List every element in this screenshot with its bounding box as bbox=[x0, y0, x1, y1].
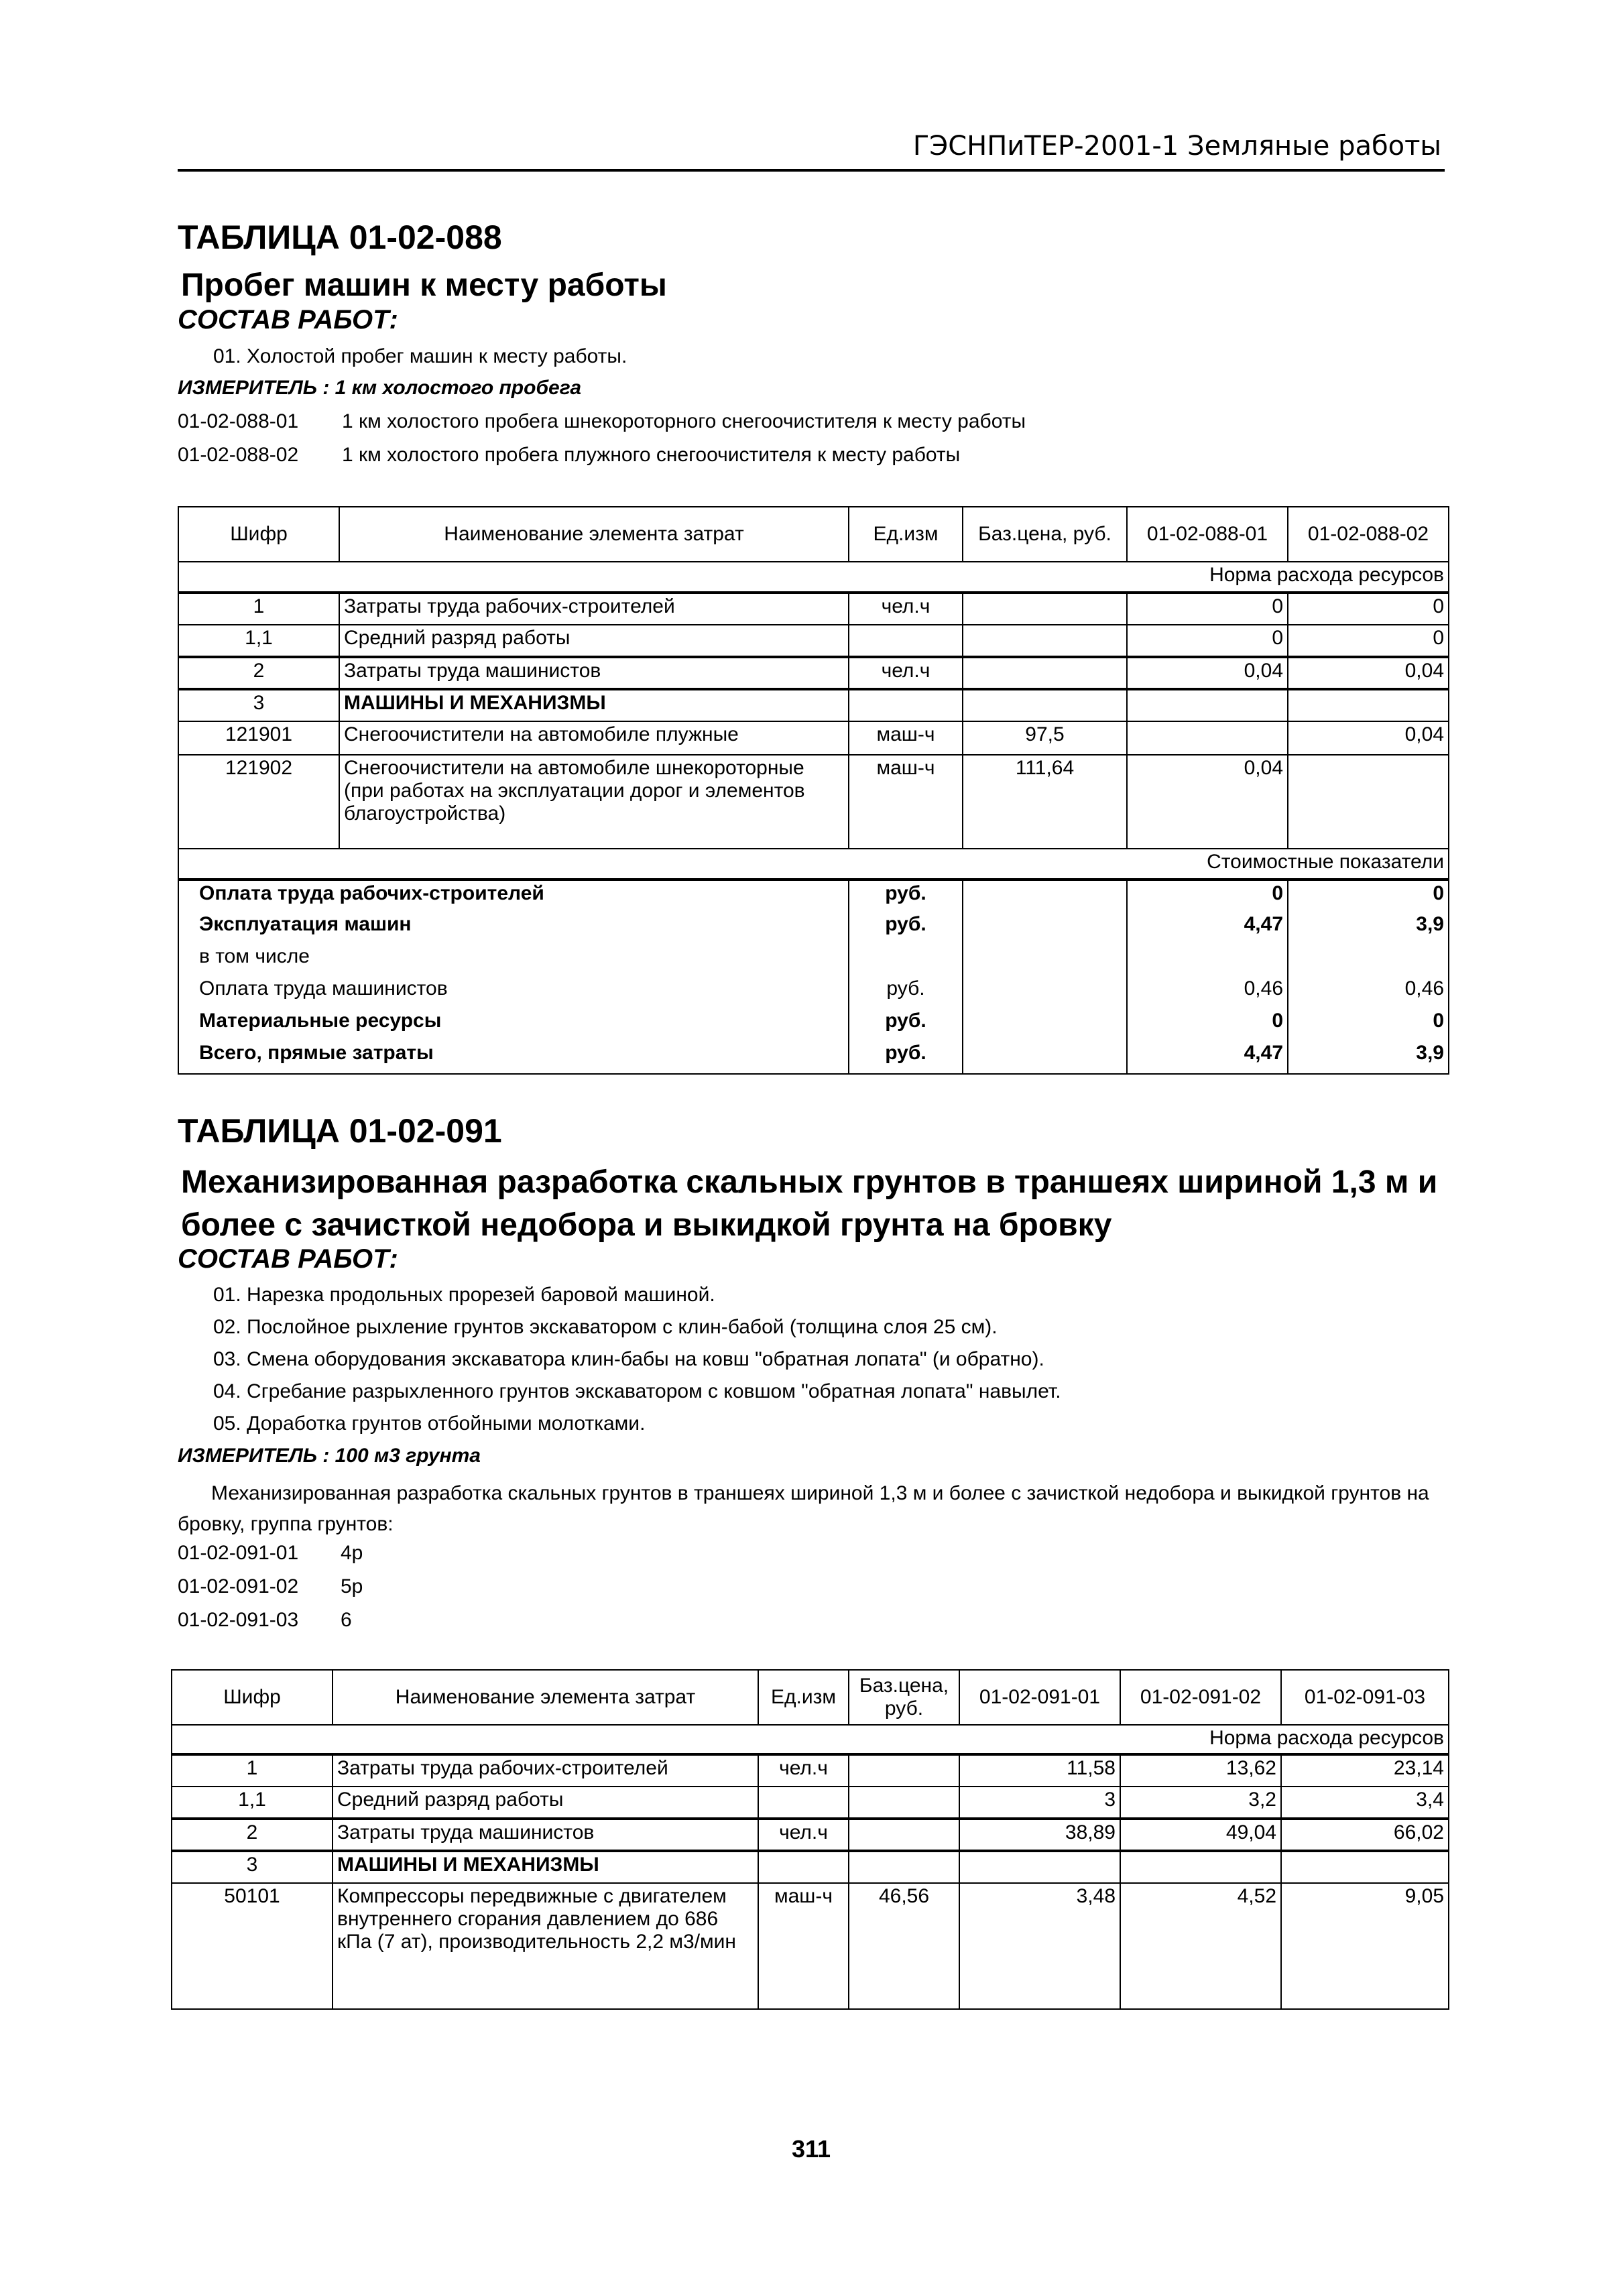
table-2-work-5: 05. Доработка грунтов отбойными молотками. bbox=[213, 1412, 646, 1435]
row-unit: чел.ч bbox=[849, 657, 963, 689]
row-price bbox=[963, 657, 1127, 689]
row-value-1: 0 bbox=[1127, 593, 1288, 625]
table-header-row bbox=[178, 507, 1449, 562]
cost-value-2: 3,9 bbox=[1288, 1040, 1449, 1074]
table-2-title: ТАБЛИЦА 01-02-091 bbox=[178, 1112, 502, 1150]
cost-unit: руб. bbox=[849, 1040, 963, 1074]
cost-unit: руб. bbox=[849, 880, 963, 912]
row-value-2: 0 bbox=[1288, 625, 1449, 657]
row-price: 46,56 bbox=[849, 1883, 959, 2009]
cost-value-1: 0 bbox=[1127, 880, 1288, 912]
row-value-1: 3,48 bbox=[959, 1883, 1120, 2009]
table-row bbox=[172, 1787, 1449, 1819]
col-header-variant-2: 01-02-091-02 bbox=[1120, 1670, 1281, 1725]
row-name: Затраты труда рабочих-строителей bbox=[333, 1754, 758, 1787]
row-unit bbox=[849, 625, 963, 657]
col-header-variant-1: 01-02-088-01 bbox=[1127, 507, 1288, 562]
row-value-1: 38,89 bbox=[959, 1819, 1120, 1851]
cost-row bbox=[178, 1008, 1449, 1040]
cost-section-row bbox=[178, 849, 1449, 880]
row-value-2: 49,04 bbox=[1120, 1819, 1281, 1851]
running-header: ГЭСНПиТЕР-2001-1 Земляные работы bbox=[912, 131, 1441, 162]
row-unit: чел.ч bbox=[758, 1819, 849, 1851]
col-header-name: Наименование элемента затрат bbox=[339, 507, 849, 562]
row-name: Средний разряд работы bbox=[333, 1787, 758, 1819]
table-header-row bbox=[172, 1670, 1449, 1725]
row-code: 3 bbox=[172, 1851, 333, 1883]
table-2-code-1-desc: 4р bbox=[341, 1542, 363, 1564]
cost-label: Оплата труда рабочих-строителей bbox=[178, 880, 849, 912]
cost-value-2 bbox=[1288, 944, 1449, 976]
row-value-3: 9,05 bbox=[1281, 1883, 1449, 2009]
cost-row bbox=[178, 976, 1449, 1008]
row-value-2 bbox=[1120, 1851, 1281, 1883]
cost-label: Оплата труда машинистов bbox=[178, 976, 849, 1008]
col-header-variant-2: 01-02-088-02 bbox=[1288, 507, 1449, 562]
cost-value-2: 0 bbox=[1288, 880, 1449, 912]
row-name: МАШИНЫ И МЕХАНИЗМЫ bbox=[339, 689, 849, 721]
row-unit: маш-ч bbox=[849, 755, 963, 849]
row-price: 111,64 bbox=[963, 755, 1127, 849]
row-code: 2 bbox=[178, 657, 339, 689]
row-name: Компрессоры передвижные с двигателем внутреннего сгорания давлением до 686 кПа (7 ат), производительность 2,2 м3/мин bbox=[333, 1883, 758, 2009]
cost-unit: руб. bbox=[849, 912, 963, 944]
cost-price bbox=[963, 880, 1127, 912]
table-row bbox=[172, 1819, 1449, 1851]
row-value-1 bbox=[1127, 689, 1288, 721]
resource-table-2 bbox=[171, 1669, 1449, 2010]
table-2-work-3: 03. Смена оборудования экскаватора клин-бабы на ковш "обратная лопата" (и обратно). bbox=[213, 1348, 1044, 1370]
cost-row bbox=[178, 880, 1449, 912]
row-value-2 bbox=[1288, 755, 1449, 849]
row-price bbox=[849, 1851, 959, 1883]
table-2-description: Механизированная разработка скальных грунтов в траншеях шириной 1,3 м и более с зачисткой недобора и выкидкой грунтов на бровку, группа грунтов: bbox=[178, 1482, 1429, 1535]
cost-value-1: 4,47 bbox=[1127, 912, 1288, 944]
row-price bbox=[963, 689, 1127, 721]
table-1-title: ТАБЛИЦА 01-02-088 bbox=[178, 219, 502, 256]
cost-price bbox=[963, 1008, 1127, 1040]
row-code: 121902 bbox=[178, 755, 339, 849]
cost-row bbox=[178, 912, 1449, 944]
table-2-code-1: 01-02-091-01 bbox=[178, 1542, 299, 1564]
row-unit bbox=[758, 1851, 849, 1883]
table-2-work-2: 02. Послойное рыхление грунтов экскаватором с клин-бабой (толщина слоя 25 см). bbox=[213, 1316, 998, 1338]
table-row bbox=[172, 1851, 1449, 1883]
row-value-2: 0 bbox=[1288, 593, 1449, 625]
row-value-2: 0,04 bbox=[1288, 721, 1449, 755]
cost-row bbox=[178, 944, 1449, 976]
row-value-1: 0 bbox=[1127, 625, 1288, 657]
row-price: 97,5 bbox=[963, 721, 1127, 755]
row-value-2: 4,52 bbox=[1120, 1883, 1281, 2009]
row-price bbox=[849, 1787, 959, 1819]
row-unit: чел.ч bbox=[758, 1754, 849, 1787]
table-2-sostav-label: СОСТАВ РАБОТ: bbox=[178, 1244, 398, 1274]
row-value-3: 66,02 bbox=[1281, 1819, 1449, 1851]
row-unit: маш-ч bbox=[849, 721, 963, 755]
table-1-sostav-label: СОСТАВ РАБОТ: bbox=[178, 305, 398, 335]
row-value-1: 0,04 bbox=[1127, 657, 1288, 689]
cost-price bbox=[963, 944, 1127, 976]
table-2-work-1: 01. Нарезка продольных прорезей баровой машиной. bbox=[213, 1284, 715, 1306]
cost-price bbox=[963, 912, 1127, 944]
row-value-2: 0,04 bbox=[1288, 657, 1449, 689]
row-value-3 bbox=[1281, 1851, 1449, 1883]
table-row bbox=[172, 1754, 1449, 1787]
col-header-unit: Ед.изм bbox=[849, 507, 963, 562]
row-code: 121901 bbox=[178, 721, 339, 755]
table-row bbox=[178, 657, 1449, 689]
resource-table-1 bbox=[178, 506, 1449, 1075]
col-header-unit: Ед.изм bbox=[758, 1670, 849, 1725]
cost-price bbox=[963, 1040, 1127, 1074]
table-2-code-2: 01-02-091-02 bbox=[178, 1575, 299, 1597]
col-header-variant-3: 01-02-091-03 bbox=[1281, 1670, 1449, 1725]
row-code: 1 bbox=[172, 1754, 333, 1787]
row-value-2: 13,62 bbox=[1120, 1754, 1281, 1787]
row-code: 1,1 bbox=[178, 625, 339, 657]
cost-value-2: 3,9 bbox=[1288, 912, 1449, 944]
cost-label: Материальные ресурсы bbox=[178, 1008, 849, 1040]
norm-section-label: Норма расхода ресурсов bbox=[178, 562, 1449, 593]
table-2-subtitle: Механизированная разработка скальных грунтов в траншеях шириной 1,3 м и более с зачисткой недобора и выкидкой грунта на бровку bbox=[181, 1164, 1438, 1243]
table-row bbox=[178, 755, 1449, 849]
table-1-code-1-desc: 1 км холостого пробега шнекороторного снегоочистителя к месту работы bbox=[342, 410, 1026, 432]
cost-value-1: 0,46 bbox=[1127, 976, 1288, 1008]
table-1-meter: ИЗМЕРИТЕЛЬ : 1 км холостого пробега bbox=[178, 377, 582, 399]
cost-price bbox=[963, 976, 1127, 1008]
row-name: Затраты труда рабочих-строителей bbox=[339, 593, 849, 625]
page-number: 311 bbox=[791, 2135, 831, 2163]
table-1-code-2-desc: 1 км холостого пробега плужного снегоочистителя к месту работы bbox=[342, 444, 961, 466]
row-code: 1,1 bbox=[172, 1787, 333, 1819]
row-name: Затраты труда машинистов bbox=[339, 657, 849, 689]
table-1-subtitle: Пробег машин к месту работы bbox=[181, 267, 667, 303]
table-2-code-3-desc: 6 bbox=[341, 1609, 352, 1631]
row-price bbox=[963, 625, 1127, 657]
table-1-code-2: 01-02-088-02 bbox=[178, 444, 299, 466]
row-name: МАШИНЫ И МЕХАНИЗМЫ bbox=[333, 1851, 758, 1883]
cost-value-1 bbox=[1127, 944, 1288, 976]
row-value-1: 11,58 bbox=[959, 1754, 1120, 1787]
header-rule bbox=[178, 169, 1445, 172]
row-name: Снегоочистители на автомобиле шнекороторные (при работах на эксплуатации дорог и элементов благоустройства) bbox=[339, 755, 849, 849]
row-price bbox=[963, 593, 1127, 625]
table-1-work-1: 01. Холостой пробег машин к месту работы. bbox=[213, 345, 627, 367]
cost-value-2: 0,46 bbox=[1288, 976, 1449, 1008]
col-header-price: Баз.цена, руб. bbox=[849, 1670, 959, 1725]
table-2-work-4: 04. Сгребание разрыхленного грунтов экскаватором с ковшом "обратная лопата" навылет. bbox=[213, 1380, 1061, 1402]
cost-row bbox=[178, 1040, 1449, 1074]
row-value-1 bbox=[1127, 721, 1288, 755]
row-unit: чел.ч bbox=[849, 593, 963, 625]
row-code: 2 bbox=[172, 1819, 333, 1851]
row-code: 1 bbox=[178, 593, 339, 625]
table-2-code-2-desc: 5р bbox=[341, 1575, 363, 1597]
row-price bbox=[849, 1754, 959, 1787]
cost-section-label: Стоимостные показатели bbox=[178, 849, 1449, 880]
row-unit: маш-ч bbox=[758, 1883, 849, 2009]
row-code: 50101 bbox=[172, 1883, 333, 2009]
cost-value-2: 0 bbox=[1288, 1008, 1449, 1040]
cost-value-1: 4,47 bbox=[1127, 1040, 1288, 1074]
col-header-variant-1: 01-02-091-01 bbox=[959, 1670, 1120, 1725]
row-name: Затраты труда машинистов bbox=[333, 1819, 758, 1851]
row-unit bbox=[758, 1787, 849, 1819]
table-row bbox=[178, 625, 1449, 657]
table-row bbox=[178, 593, 1449, 625]
row-value-1: 3 bbox=[959, 1787, 1120, 1819]
cost-value-1: 0 bbox=[1127, 1008, 1288, 1040]
row-value-3: 3,4 bbox=[1281, 1787, 1449, 1819]
row-value-3: 23,14 bbox=[1281, 1754, 1449, 1787]
table-2-code-3: 01-02-091-03 bbox=[178, 1609, 299, 1631]
row-value-2 bbox=[1288, 689, 1449, 721]
cost-unit bbox=[849, 944, 963, 976]
row-name: Снегоочистители на автомобиле плужные bbox=[339, 721, 849, 755]
table-row bbox=[172, 1883, 1449, 2009]
row-value-1: 0,04 bbox=[1127, 755, 1288, 849]
cost-label: Всего, прямые затраты bbox=[178, 1040, 849, 1074]
table-1-code-1: 01-02-088-01 bbox=[178, 410, 299, 432]
row-price bbox=[849, 1819, 959, 1851]
row-unit bbox=[849, 689, 963, 721]
col-header-price: Баз.цена, руб. bbox=[963, 507, 1127, 562]
norm-section-row bbox=[178, 562, 1449, 593]
col-header-code: Шифр bbox=[178, 507, 339, 562]
row-value-2: 3,2 bbox=[1120, 1787, 1281, 1819]
row-value-1 bbox=[959, 1851, 1120, 1883]
cost-label: в том числе bbox=[178, 944, 849, 976]
cost-label: Эксплуатация машин bbox=[178, 912, 849, 944]
norm-section-label: Норма расхода ресурсов bbox=[172, 1725, 1449, 1754]
row-code: 3 bbox=[178, 689, 339, 721]
cost-unit: руб. bbox=[849, 976, 963, 1008]
col-header-name: Наименование элемента затрат bbox=[333, 1670, 758, 1725]
cost-unit: руб. bbox=[849, 1008, 963, 1040]
table-2-meter: ИЗМЕРИТЕЛЬ : 100 м3 грунта bbox=[178, 1445, 481, 1467]
row-name: Средний разряд работы bbox=[339, 625, 849, 657]
table-row bbox=[178, 721, 1449, 755]
col-header-code: Шифр bbox=[172, 1670, 333, 1725]
table-row bbox=[178, 689, 1449, 721]
norm-section-row bbox=[172, 1725, 1449, 1754]
